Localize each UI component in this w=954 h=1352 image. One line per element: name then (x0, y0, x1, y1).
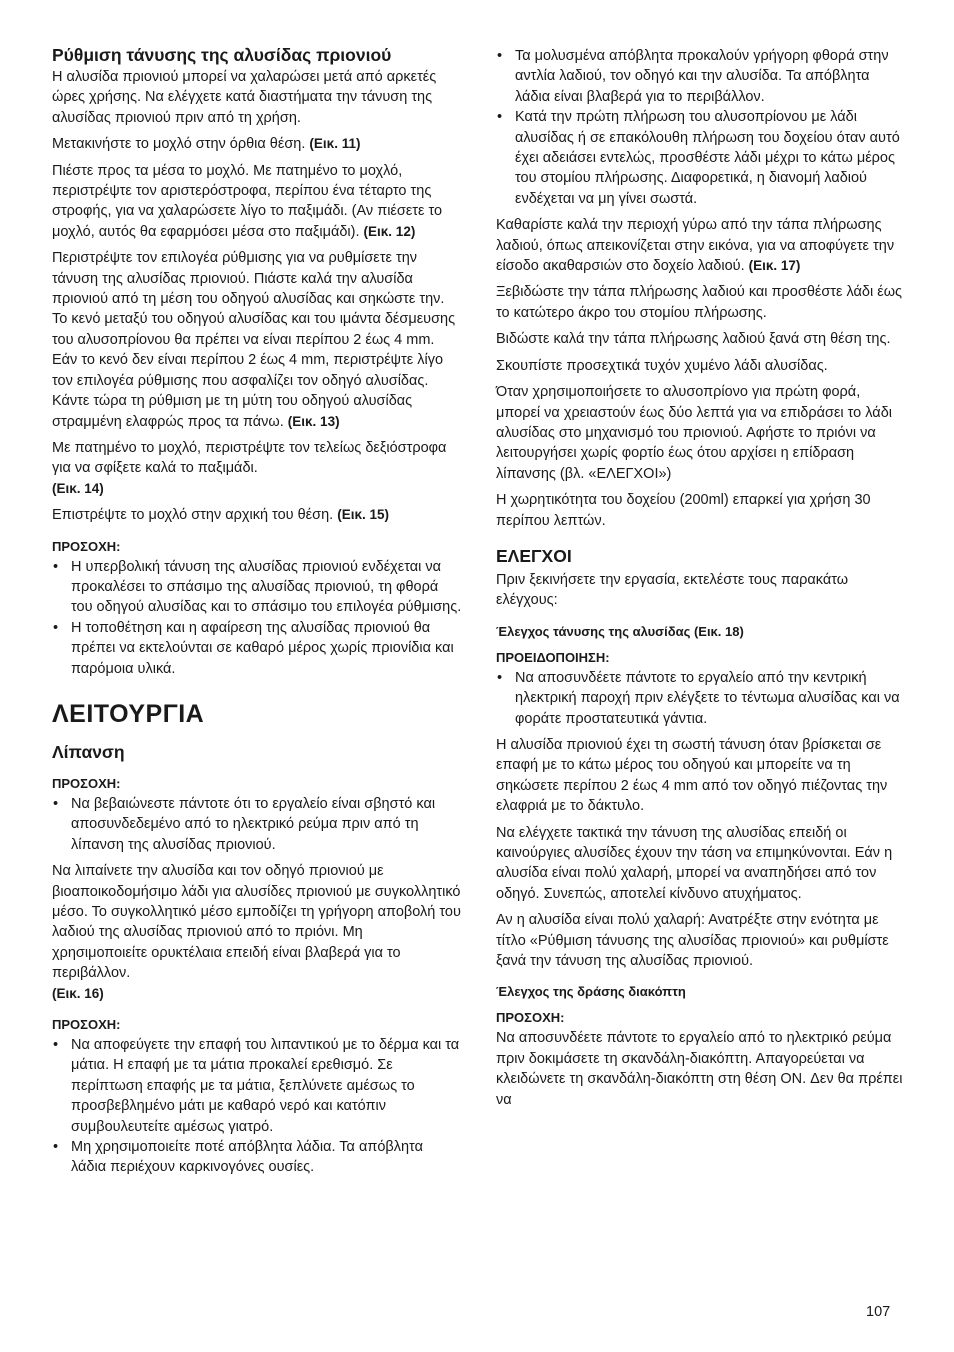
paragraph-text: Επιστρέψτε το μοχλό στην αρχική του θέση. (52, 507, 334, 524)
figure-ref: (Εικ. 12) (363, 223, 416, 239)
paragraph (52, 505, 462, 525)
section-title-checks: ΕΛΕΓΧΟΙ (496, 545, 572, 566)
subsection-title-check-tension: Έλεγχος τάνυσης της αλυσίδας (Εικ. 18) (496, 623, 744, 639)
paragraph-text: Περιστρέψτε τον επιλογέα ρύθμισης για να ρυθμίσετε την τάνυση της αλυσίδας πριονιού. Πιάστε καλά την αλυσίδα πριονιού από τη μέση του οδηγού αλυσίδας και σηκώστε την. Το κενό μεταξύ του οδηγού αλυσίδας και του ιμάντα δέσμευσης του αλυσοπρίονου θα πρέπει να είναι περίπου 2 έως 4 mm. Εάν το κενό δεν είναι περίπου 2 έως 4 mm, περιστρέψτε λίγο τον επιλογέα ρύθμισης που ασφαλίζει τον οδηγό αλυσίδας. Κάντε τώρα τη ρύθμιση με τη μύτη του οδηγού αλυσίδας στραμμένη ελαφρώς προς τα πάνω. (52, 250, 456, 430)
paragraph (496, 215, 906, 276)
list-item: • Να αποσυνδέετε πάντοτε το εργαλείο από την κεντρική ηλεκτρική παροχή πριν ελέγξετε το τέντωμα αλυσίδας και να φοράτε προστατευτικά γάντια. (496, 668, 906, 729)
paragraph (52, 248, 462, 432)
paragraph (52, 134, 462, 154)
chapter-title-operation: ΛΕΙΤΟΥΡΓΙΑ (52, 699, 205, 728)
paragraph-text: Μετακινήστε το μοχλό στην όρθια θέση. (52, 136, 306, 153)
figure-ref: (Εικ. 14) (52, 480, 104, 496)
left-column (52, 44, 462, 1184)
list-item: • Η τοποθέτηση και η αφαίρεση της αλυσίδας πριονιού θα πρέπει να εκτελούνται σε καθαρό μέρος χωρίς πριονίδια και παρόμοια υλικά. (52, 618, 462, 679)
paragraph: Η χωρητικότητα του δοχείου (200ml) επαρκεί για χρήση 30 περίπου λεπτών. (496, 492, 871, 529)
caution-label: ΠΡΟΣΟΧΗ: (52, 1017, 121, 1033)
list-item: • Η υπερβολική τάνυση της αλυσίδας πριονιού ενδέχεται να προκαλέσει το σπάσιμο της αλυσίδας πριονιού, τη φθορά του οδηγού αλυσίδας και το σπάσιμο του επιλογέα ρύθμισης. (52, 557, 462, 618)
figure-ref: (Εικ. 17) (748, 258, 801, 274)
continued-list (496, 46, 906, 209)
caution-list (52, 557, 462, 679)
paragraph (52, 438, 462, 499)
figure-ref: (Εικ. 11) (309, 136, 361, 152)
paragraph: Η αλυσίδα πριονιού έχει τη σωστή τάνυση όταν βρίσκεται σε επαφή με το κάτω μέρος του οδηγού και μπορείτε να τη σηκώσετε περίπου 2 έως 4 mm από τον οδηγό πιέζοντας την ελαφριά με το δάκτυλο. (496, 736, 888, 815)
warning-list (496, 668, 906, 729)
paragraph: Να ελέγχετε τακτικά την τάνυση της αλυσίδας επειδή οι καινούργιες αλυσίδες έχουν την τάση να επιμηκύνονται. Εάν η αλυσίδα είναι πολύ χαλαρή, μπορεί να αναπηδήσει από τον οδηγό. Συνεπώς, αποτελεί κίνδυνο ατυχήματος. (496, 824, 893, 902)
paragraph-text: Να λιπαίνετε την αλυσίδα και τον οδηγό πριονιού με βιοαποικοδομήσιμο λάδι για αλυσίδες πριονιού με συγκολλητικό μέσο. Το συγκολλητικό μέσο εμποδίζει τη γρήγορη αποβολή του λαδιού της αλυσίδας πριονιού από το πριόνι. Μη χρησιμοποιείτε ορυκτέλαια επειδή είναι βλαβερά για το περιβάλλον. (52, 863, 461, 982)
caution-list (52, 1035, 462, 1178)
figure-ref: (Εικ. 15) (337, 507, 389, 523)
section-title-chain-tension: Ρύθμιση τάνυσης της αλυσίδας πριονιού (52, 45, 392, 65)
list-item: • Να βεβαιώνεστε πάντοτε ότι το εργαλείο είναι σβηστό και αποσυνδεδεμένο από το ηλεκτρικό ρεύμα πριν από τη λίπανση της αλυσίδας πριονιού. (52, 794, 462, 855)
caution-label: ΠΡΟΣΟΧΗ: (52, 775, 121, 791)
paragraph-text: Με πατημένο το μοχλό, περιστρέψτε τον τελείως δεξιόστροφα για να σφίξετε καλά το παξιμάδι. (52, 439, 447, 477)
paragraph: Όταν χρησιμοποιήσετε το αλυσοπρίονο για πρώτη φορά, μπορεί να χρειαστούν έως δύο λεπτά για να επιδράσει το λάδι αλυσίδας στο μηχανισμό του πριονιού. Αφήστε το πριόνι να λειτουργήσει χωρίς φορτίο έως ότου αρχίσει η επίδραση λίπανσης (βλ. «ΕΛΕΓΧΟΙ») (496, 384, 892, 482)
list-item: • Κατά την πρώτη πλήρωση του αλυσοπρίονου με λάδι αλυσίδας ή σε επακόλουθη πλήρωση του δοχείου όταν αυτό έχει αδειάσει εντελώς, προσθέστε λάδι μέχρι το κάτω μέρος του στομίου πλήρωσης. Διαφορετικά, η διανομή λαδιού ενδέχεται να μη γίνει σωστά. (496, 107, 906, 209)
figure-ref: (Εικ. 16) (52, 985, 104, 1001)
caution-label: ΠΡΟΣΟΧΗ: (52, 538, 121, 554)
caution-label: ΠΡΟΣΟΧΗ: (496, 1010, 565, 1026)
paragraph-text: Πιέστε προς τα μέσα το μοχλό. Με πατημένο το μοχλό, περιστρέψτε τον αριστερόστροφα, περίπου ένα τέταρτο της στροφής, για να χαλαρώσετε λίγο το παξιμάδι. (Αν πιέσετε το μοχλό, αυτός θα εφαρμόσει μέσα στο παξιμάδι). (52, 162, 443, 240)
paragraph-text: Καθαρίστε καλά την περιοχή γύρω από την τάπα πλήρωσης λαδιού, όπως απεικονίζεται στην εικόνα, για να αποφύγετε την είσοδο ακαθαρσιών στο δοχείο λαδιού. (496, 217, 895, 275)
warning-label: ΠΡΟΕΙΔΟΠΟΙΗΣΗ: (496, 649, 610, 665)
list-item: • Να αποφεύγετε την επαφή του λιπαντικού με το δέρμα και τα μάτια. Η επαφή με τα μάτια προκαλεί ερεθισμό. Σε περίπτωση επαφής με τα μάτια, ξεπλύνετε αμέσως το προσβεβλημένο μάτι με καθαρό νερό και κατόπιν συμβουλευτείτε αμέσως γιατρό. (52, 1035, 462, 1137)
paragraph: Να αποσυνδέετε πάντοτε το εργαλείο από το ηλεκτρικό ρεύμα πριν δοκιμάσετε τη σκανδάλη-διακόπτη. Απαγορεύεται να κλειδώνετε τη σκανδάλη-διακόπτη στη θέση ON. Δεν θα πρέπει να (496, 1030, 903, 1108)
list-item: • Μη χρησιμοποιείτε ποτέ απόβλητα λάδια. Τα απόβλητα λάδια περιέχουν καρκινογόνες ουσίες. (52, 1137, 462, 1178)
caution-list (52, 794, 462, 855)
paragraph: Αν η αλυσίδα είναι πολύ χαλαρή: Ανατρέξτε στην ενότητα με τίτλο «Ρύθμιση τάνυσης της αλυσίδας πριονιού» και ρυθμίστε ξανά την τάνυση της αλυσίδας πριονιού. (496, 912, 889, 970)
right-column (496, 46, 906, 1116)
paragraph: Πριν ξεκινήσετε την εργασία, εκτελέστε τους παρακάτω ελέγχους: (496, 571, 849, 609)
page-number: 107 (866, 1304, 891, 1320)
list-item-continued: • Τα μολυσμένα απόβλητα προκαλούν γρήγορη φθορά στην αντλία λαδιού, τον οδηγό και την αλυσίδα. Τα απόβλητα λάδια είναι βλαβερά για το περιβάλλον. (496, 46, 906, 107)
paragraph: Βιδώστε καλά την τάπα πλήρωσης λαδιού ξανά στη θέση της. (496, 331, 891, 348)
paragraph: Σκουπίστε προσεχτικά τυχόν χυμένο λάδι αλυσίδας. (496, 357, 828, 374)
paragraph (52, 861, 462, 1004)
section-title-lubrication: Λίπανση (52, 741, 125, 762)
subsection-title-check-switch: Έλεγχος της δράσης διακόπτη (496, 984, 686, 1000)
paragraph (52, 161, 462, 243)
paragraph: Η αλυσίδα πριονιού μπορεί να χαλαρώσει μετά από αρκετές ώρες χρήσης. Να ελέγχετε κατά διαστήματα την τάνυση της αλυσίδας πριονιού πριν από τη χρήση. (52, 69, 437, 126)
figure-ref: (Εικ. 13) (287, 413, 340, 429)
paragraph: Ξεβιδώστε την τάπα πλήρωσης λαδιού και προσθέστε λάδι έως το κατώτερο άκρο του στομίου πλήρωσης. (496, 284, 903, 321)
